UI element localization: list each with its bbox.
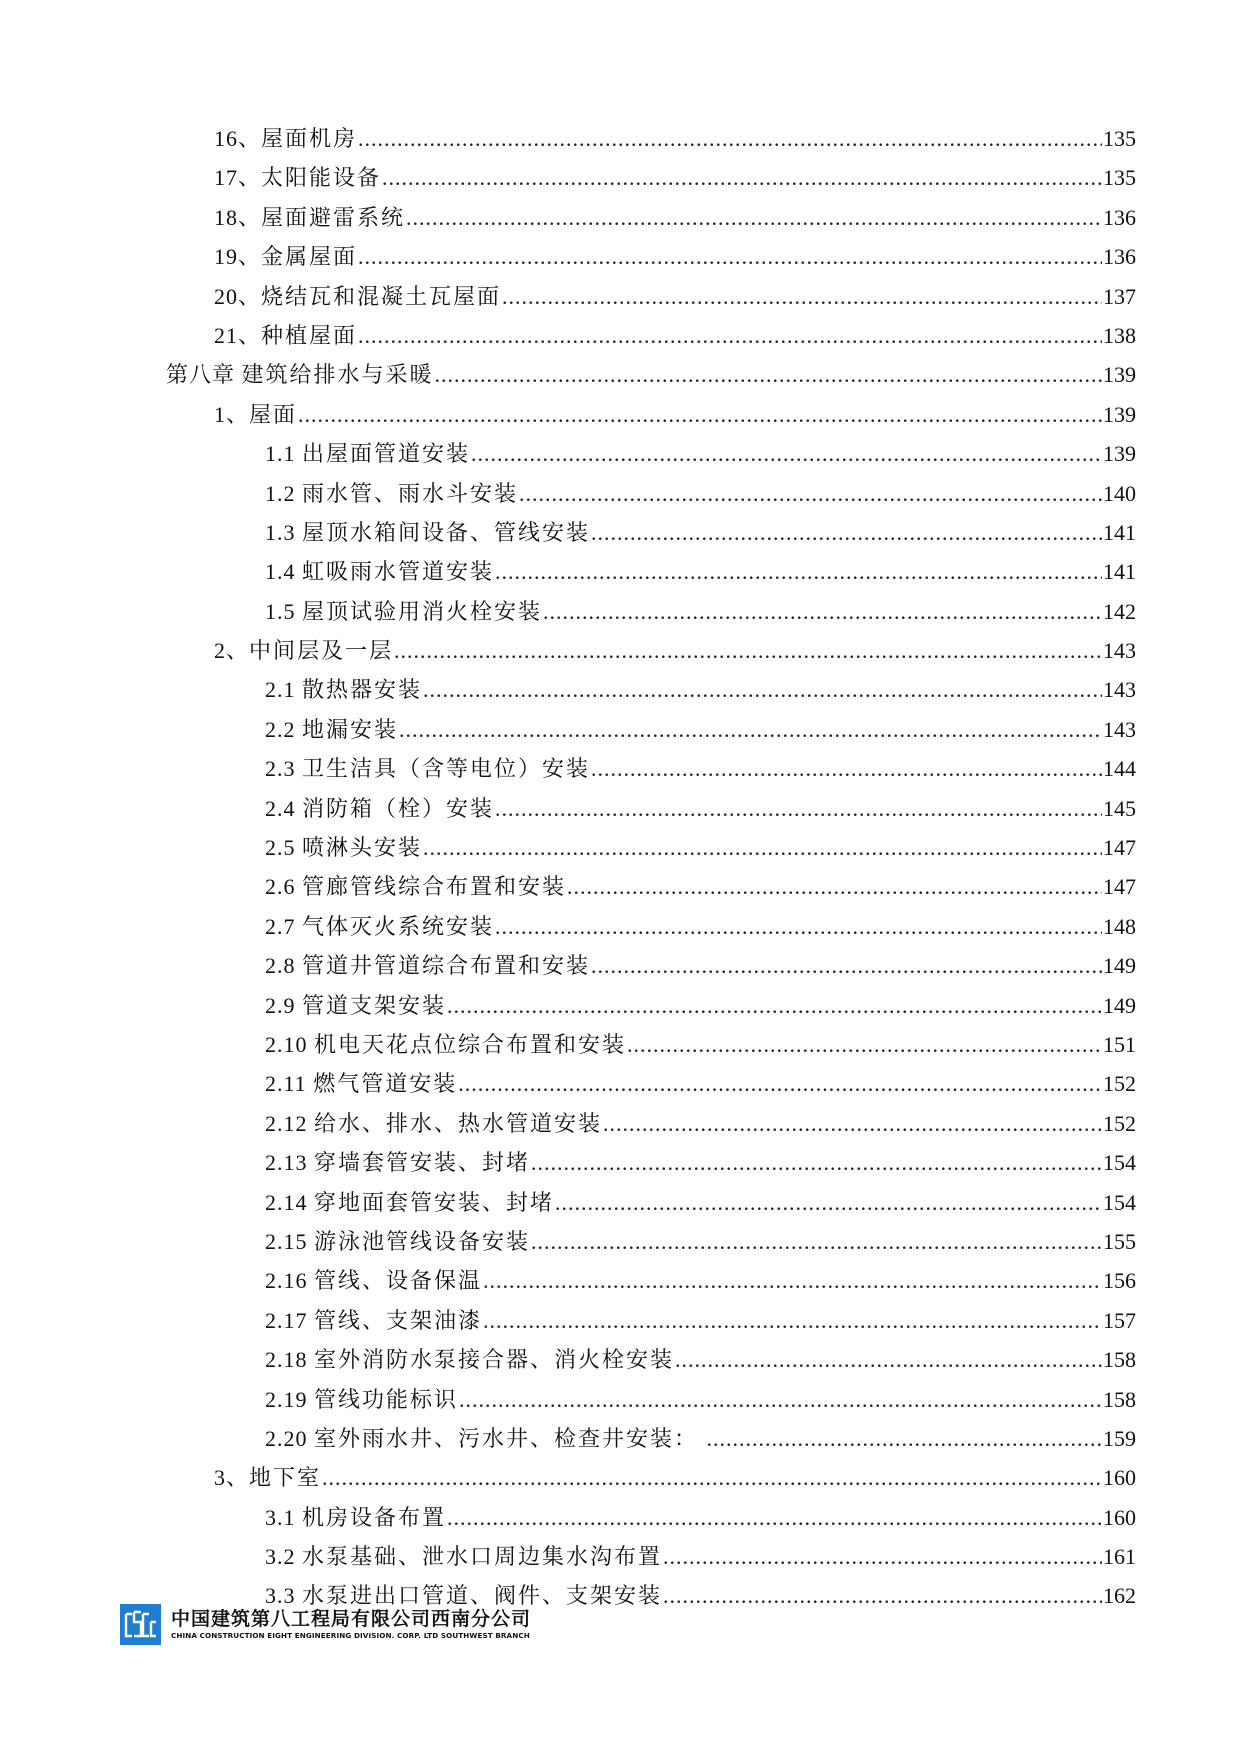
dot-leader — [555, 1183, 1102, 1222]
toc-entry-title: 屋面 — [249, 401, 298, 427]
dot-leader — [423, 670, 1102, 709]
toc-entry[interactable] — [0, 1419, 1240, 1458]
toc-entry-number: 2.7 — [265, 913, 302, 939]
toc-entry-number: 2.19 — [265, 1386, 314, 1412]
toc-entry-page: 143 — [1103, 638, 1136, 664]
table-of-contents — [0, 119, 1240, 1616]
toc-entry-title: 屋面机房 — [261, 126, 358, 151]
dot-leader — [591, 946, 1102, 985]
toc-entry-page: 143 — [1103, 716, 1136, 742]
toc-entry-page: 139 — [1103, 362, 1136, 388]
toc-entry-number: 2.2 — [265, 716, 302, 742]
toc-entry-number: 2.18 — [265, 1347, 314, 1373]
toc-entry-title: 管道井管道综合布置和安装 — [302, 953, 591, 979]
toc-entry-page: 154 — [1103, 1189, 1136, 1215]
toc-entry-title: 水泵基础、泄水口周边集水沟布置 — [302, 1544, 663, 1570]
toc-entry-number: 2、 — [214, 638, 250, 664]
toc-entry[interactable] — [0, 1261, 1240, 1300]
toc-entry-page: 139 — [1103, 401, 1136, 427]
dot-leader — [406, 198, 1102, 237]
toc-entry-number: 2.3 — [265, 756, 302, 782]
toc-entry-title: 雨水管、雨水斗安装 — [302, 480, 519, 506]
toc-entry-page: 152 — [1103, 1110, 1136, 1136]
toc-entry-title: 建筑给排水与采暖 — [241, 362, 434, 388]
dot-leader — [531, 1143, 1102, 1182]
toc-entry-page: 139 — [1103, 441, 1136, 467]
toc-entry[interactable] — [0, 789, 1240, 828]
toc-entry-title: 烧结瓦和混凝土瓦屋面 — [261, 283, 502, 309]
toc-entry[interactable] — [0, 1380, 1240, 1419]
toc-entry-number: 2.20 — [265, 1425, 314, 1451]
toc-entry[interactable] — [0, 277, 1240, 316]
toc-entry-number: 2.4 — [265, 795, 302, 821]
toc-entry-number: 2.15 — [265, 1228, 314, 1254]
dot-leader — [399, 710, 1102, 749]
dot-leader — [435, 355, 1102, 394]
dot-leader — [591, 749, 1102, 788]
toc-entry-title: 金属屋面 — [261, 244, 358, 270]
toc-entry[interactable] — [0, 867, 1240, 906]
toc-entry-title: 管廊管线综合布置和安装 — [302, 874, 567, 900]
dot-leader — [591, 513, 1102, 552]
toc-entry-title: 气体灭火系统安装 — [302, 913, 495, 939]
toc-entry[interactable] — [0, 237, 1240, 276]
toc-entry-page: 162 — [1103, 1583, 1136, 1609]
toc-entry[interactable] — [0, 592, 1240, 631]
toc-entry-number: 2.10 — [265, 1031, 314, 1057]
toc-entry[interactable] — [0, 355, 1240, 394]
toc-entry-number: 第八章 — [166, 362, 242, 388]
toc-entry-page: 135 — [1103, 165, 1136, 191]
toc-entry-title: 穿墙套管安装、封堵 — [314, 1150, 531, 1176]
toc-entry-page: 159 — [1103, 1425, 1136, 1451]
toc-entry-page: 143 — [1103, 677, 1136, 703]
toc-entry-page: 144 — [1103, 756, 1136, 782]
dot-leader — [358, 119, 1102, 158]
dot-leader — [675, 1340, 1102, 1379]
toc-entry-title: 地下室 — [249, 1465, 322, 1491]
toc-entry[interactable] — [0, 1104, 1240, 1143]
toc-entry-page: 160 — [1103, 1504, 1136, 1530]
dot-leader — [519, 474, 1102, 513]
toc-entry[interactable] — [0, 1340, 1240, 1379]
toc-entry-title: 机电天花点位综合布置和安装 — [314, 1031, 627, 1057]
toc-entry[interactable] — [0, 1183, 1240, 1222]
dot-leader — [459, 1380, 1102, 1419]
toc-entry[interactable] — [0, 1458, 1240, 1497]
dot-leader — [471, 434, 1102, 473]
dot-leader — [603, 1104, 1102, 1143]
toc-entry-page: 149 — [1103, 953, 1136, 979]
toc-entry[interactable] — [0, 828, 1240, 867]
toc-entry-number: 3、 — [214, 1465, 250, 1491]
toc-entry[interactable] — [0, 1537, 1240, 1576]
toc-entry[interactable] — [0, 1143, 1240, 1182]
toc-entry-page: 158 — [1103, 1347, 1136, 1373]
toc-entry[interactable] — [0, 749, 1240, 788]
toc-entry-number: 2.8 — [265, 953, 302, 979]
dot-leader — [502, 277, 1102, 316]
dot-leader — [495, 789, 1102, 828]
dot-leader — [447, 986, 1102, 1025]
toc-entry[interactable] — [0, 198, 1240, 237]
footer — [120, 1604, 531, 1645]
toc-entry-title: 消防箱（栓）安装 — [302, 795, 495, 821]
toc-entry[interactable] — [0, 907, 1240, 946]
dot-leader — [483, 1261, 1102, 1300]
toc-entry[interactable] — [0, 1222, 1240, 1261]
toc-entry-page: 149 — [1103, 992, 1136, 1018]
toc-entry-title: 卫生洁具（含等电位）安装 — [302, 756, 591, 782]
toc-entry-title: 种植屋面 — [261, 322, 358, 348]
toc-entry-title: 出屋面管道安装 — [302, 441, 471, 467]
toc-entry-title: 散热器安装 — [302, 677, 423, 703]
toc-entry-page: 137 — [1103, 283, 1136, 309]
toc-entry-title: 给水、排水、热水管道安装 — [314, 1110, 603, 1136]
toc-entry-number: 2.9 — [265, 992, 302, 1018]
toc-entry[interactable] — [0, 513, 1240, 552]
toc-entry-title: 屋面避雷系统 — [261, 204, 406, 230]
dot-leader — [495, 552, 1102, 591]
dot-leader — [707, 1419, 1102, 1458]
toc-entry[interactable] — [0, 395, 1240, 434]
toc-entry[interactable] — [0, 986, 1240, 1025]
toc-entry-number: 2.1 — [265, 677, 302, 703]
toc-entry[interactable] — [0, 670, 1240, 709]
dot-leader — [394, 631, 1102, 670]
toc-entry[interactable] — [0, 1064, 1240, 1103]
dot-leader — [567, 867, 1102, 906]
dot-leader — [358, 316, 1102, 355]
toc-entry-page: 147 — [1103, 874, 1136, 900]
toc-entry-title: 燃气管道安装 — [313, 1071, 458, 1097]
toc-entry[interactable] — [0, 710, 1240, 749]
toc-entry-page: 136 — [1103, 244, 1136, 270]
dot-leader — [627, 1025, 1102, 1064]
company-name-en: CHINA CONSTRUCTION EIGHT ENGINEERING DIVISION. CORP. LTD SOUTHWEST BRANCH — [171, 1631, 530, 1640]
toc-entry-title: 地漏安装 — [302, 716, 399, 742]
toc-entry[interactable] — [0, 631, 1240, 670]
toc-entry-title: 室外消防水泵接合器、消火栓安装 — [314, 1347, 675, 1373]
toc-entry[interactable] — [0, 434, 1240, 473]
toc-entry-number: 1.1 — [265, 441, 302, 467]
toc-entry-page: 141 — [1103, 559, 1136, 585]
toc-entry-page: 135 — [1103, 126, 1136, 151]
toc-entry-number: 2.12 — [265, 1110, 314, 1136]
dot-leader — [458, 1064, 1102, 1103]
toc-entry-page: 136 — [1103, 204, 1136, 230]
toc-entry[interactable] — [0, 552, 1240, 591]
toc-entry[interactable] — [0, 1025, 1240, 1064]
toc-entry-title: 游泳池管线设备安装 — [314, 1228, 531, 1254]
toc-entry-page: 155 — [1103, 1228, 1136, 1254]
toc-entry-number: 2.14 — [265, 1189, 314, 1215]
dot-leader — [358, 237, 1102, 276]
toc-entry-page: 154 — [1103, 1150, 1136, 1176]
toc-entry-number: 20、 — [214, 283, 262, 309]
toc-entry-title: 中间层及一层 — [249, 638, 394, 664]
toc-entry-number: 1.3 — [265, 519, 302, 545]
toc-entry-title: 水泵进出口管道、阀件、支架安装 — [302, 1583, 663, 1609]
toc-entry-title: 穿地面套管安装、封堵 — [314, 1189, 555, 1215]
toc-entry-title: 虹吸雨水管道安装 — [302, 559, 495, 585]
toc-entry-page: 147 — [1103, 835, 1136, 861]
toc-entry-number: 1、 — [214, 401, 250, 427]
toc-entry[interactable] — [0, 119, 1240, 158]
toc-entry-page: 160 — [1103, 1465, 1136, 1491]
toc-entry-page: 148 — [1103, 913, 1136, 939]
dot-leader — [382, 158, 1102, 197]
toc-entry-page: 142 — [1103, 598, 1136, 624]
toc-entry-number: 16、 — [214, 126, 262, 151]
company-name-cn: 中国建筑第八工程局有限公司西南分公司 — [171, 1608, 532, 1630]
toc-entry[interactable] — [0, 1498, 1240, 1537]
toc-entry-number: 2.6 — [265, 874, 302, 900]
toc-entry-number: 1.5 — [265, 598, 302, 624]
dot-leader — [663, 1576, 1102, 1615]
toc-entry-page: 151 — [1103, 1031, 1136, 1057]
dot-leader — [322, 1458, 1102, 1497]
toc-entry-number: 2.11 — [265, 1071, 314, 1097]
toc-entry-page: 161 — [1103, 1544, 1136, 1570]
toc-entry-number: 1.4 — [265, 559, 302, 585]
toc-entry-page: 140 — [1103, 480, 1136, 506]
company-logo — [120, 1604, 161, 1645]
toc-entry[interactable] — [0, 316, 1240, 355]
toc-entry-number: 18、 — [214, 204, 262, 230]
toc-entry-number: 2.13 — [265, 1150, 314, 1176]
toc-entry-number: 19、 — [214, 244, 262, 270]
toc-entry-page: 158 — [1103, 1386, 1136, 1412]
dot-leader — [531, 1222, 1102, 1261]
dot-leader — [663, 1537, 1102, 1576]
toc-entry-title: 管道支架安装 — [302, 992, 447, 1018]
toc-entry-title: 喷淋头安装 — [302, 835, 423, 861]
toc-entry-page: 156 — [1103, 1268, 1136, 1294]
toc-entry-number: 1.2 — [265, 480, 302, 506]
dot-leader — [447, 1498, 1102, 1537]
dot-leader — [423, 828, 1102, 867]
toc-entry-page: 152 — [1103, 1071, 1136, 1097]
toc-entry-title: 管线功能标识 — [314, 1386, 459, 1412]
toc-entry[interactable] — [0, 158, 1240, 197]
toc-entry-title: 屋顶水箱间设备、管线安装 — [302, 519, 591, 545]
toc-entry[interactable] — [0, 946, 1240, 985]
toc-entry-title: 室外雨水井、污水井、检查井安装： — [314, 1425, 706, 1451]
toc-entry-number: 2.17 — [265, 1307, 314, 1333]
toc-entry-number: 3.1 — [265, 1504, 302, 1530]
toc-entry-number: 17、 — [214, 165, 262, 191]
toc-entry-title: 管线、支架油漆 — [314, 1307, 483, 1333]
dot-leader — [495, 907, 1102, 946]
toc-entry-title: 太阳能设备 — [261, 165, 382, 191]
dot-leader — [543, 592, 1102, 631]
dot-leader — [483, 1301, 1102, 1340]
toc-entry-page: 141 — [1103, 519, 1136, 545]
toc-entry-number: 3.3 — [265, 1583, 302, 1609]
toc-entry-number: 2.16 — [265, 1268, 314, 1294]
toc-entry-page: 145 — [1103, 795, 1136, 821]
toc-entry[interactable] — [0, 1301, 1240, 1340]
dot-leader — [298, 395, 1102, 434]
toc-entry-page: 157 — [1103, 1307, 1136, 1333]
toc-entry-title: 机房设备布置 — [302, 1504, 447, 1530]
toc-entry[interactable] — [0, 474, 1240, 513]
toc-entry-number: 21、 — [214, 322, 262, 348]
toc-entry-page: 138 — [1103, 322, 1136, 348]
toc-entry-number: 3.2 — [265, 1544, 302, 1570]
toc-entry-title: 管线、设备保温 — [314, 1268, 483, 1294]
toc-entry-number: 2.5 — [265, 835, 302, 861]
toc-entry-title: 屋顶试验用消火栓安装 — [302, 598, 543, 624]
